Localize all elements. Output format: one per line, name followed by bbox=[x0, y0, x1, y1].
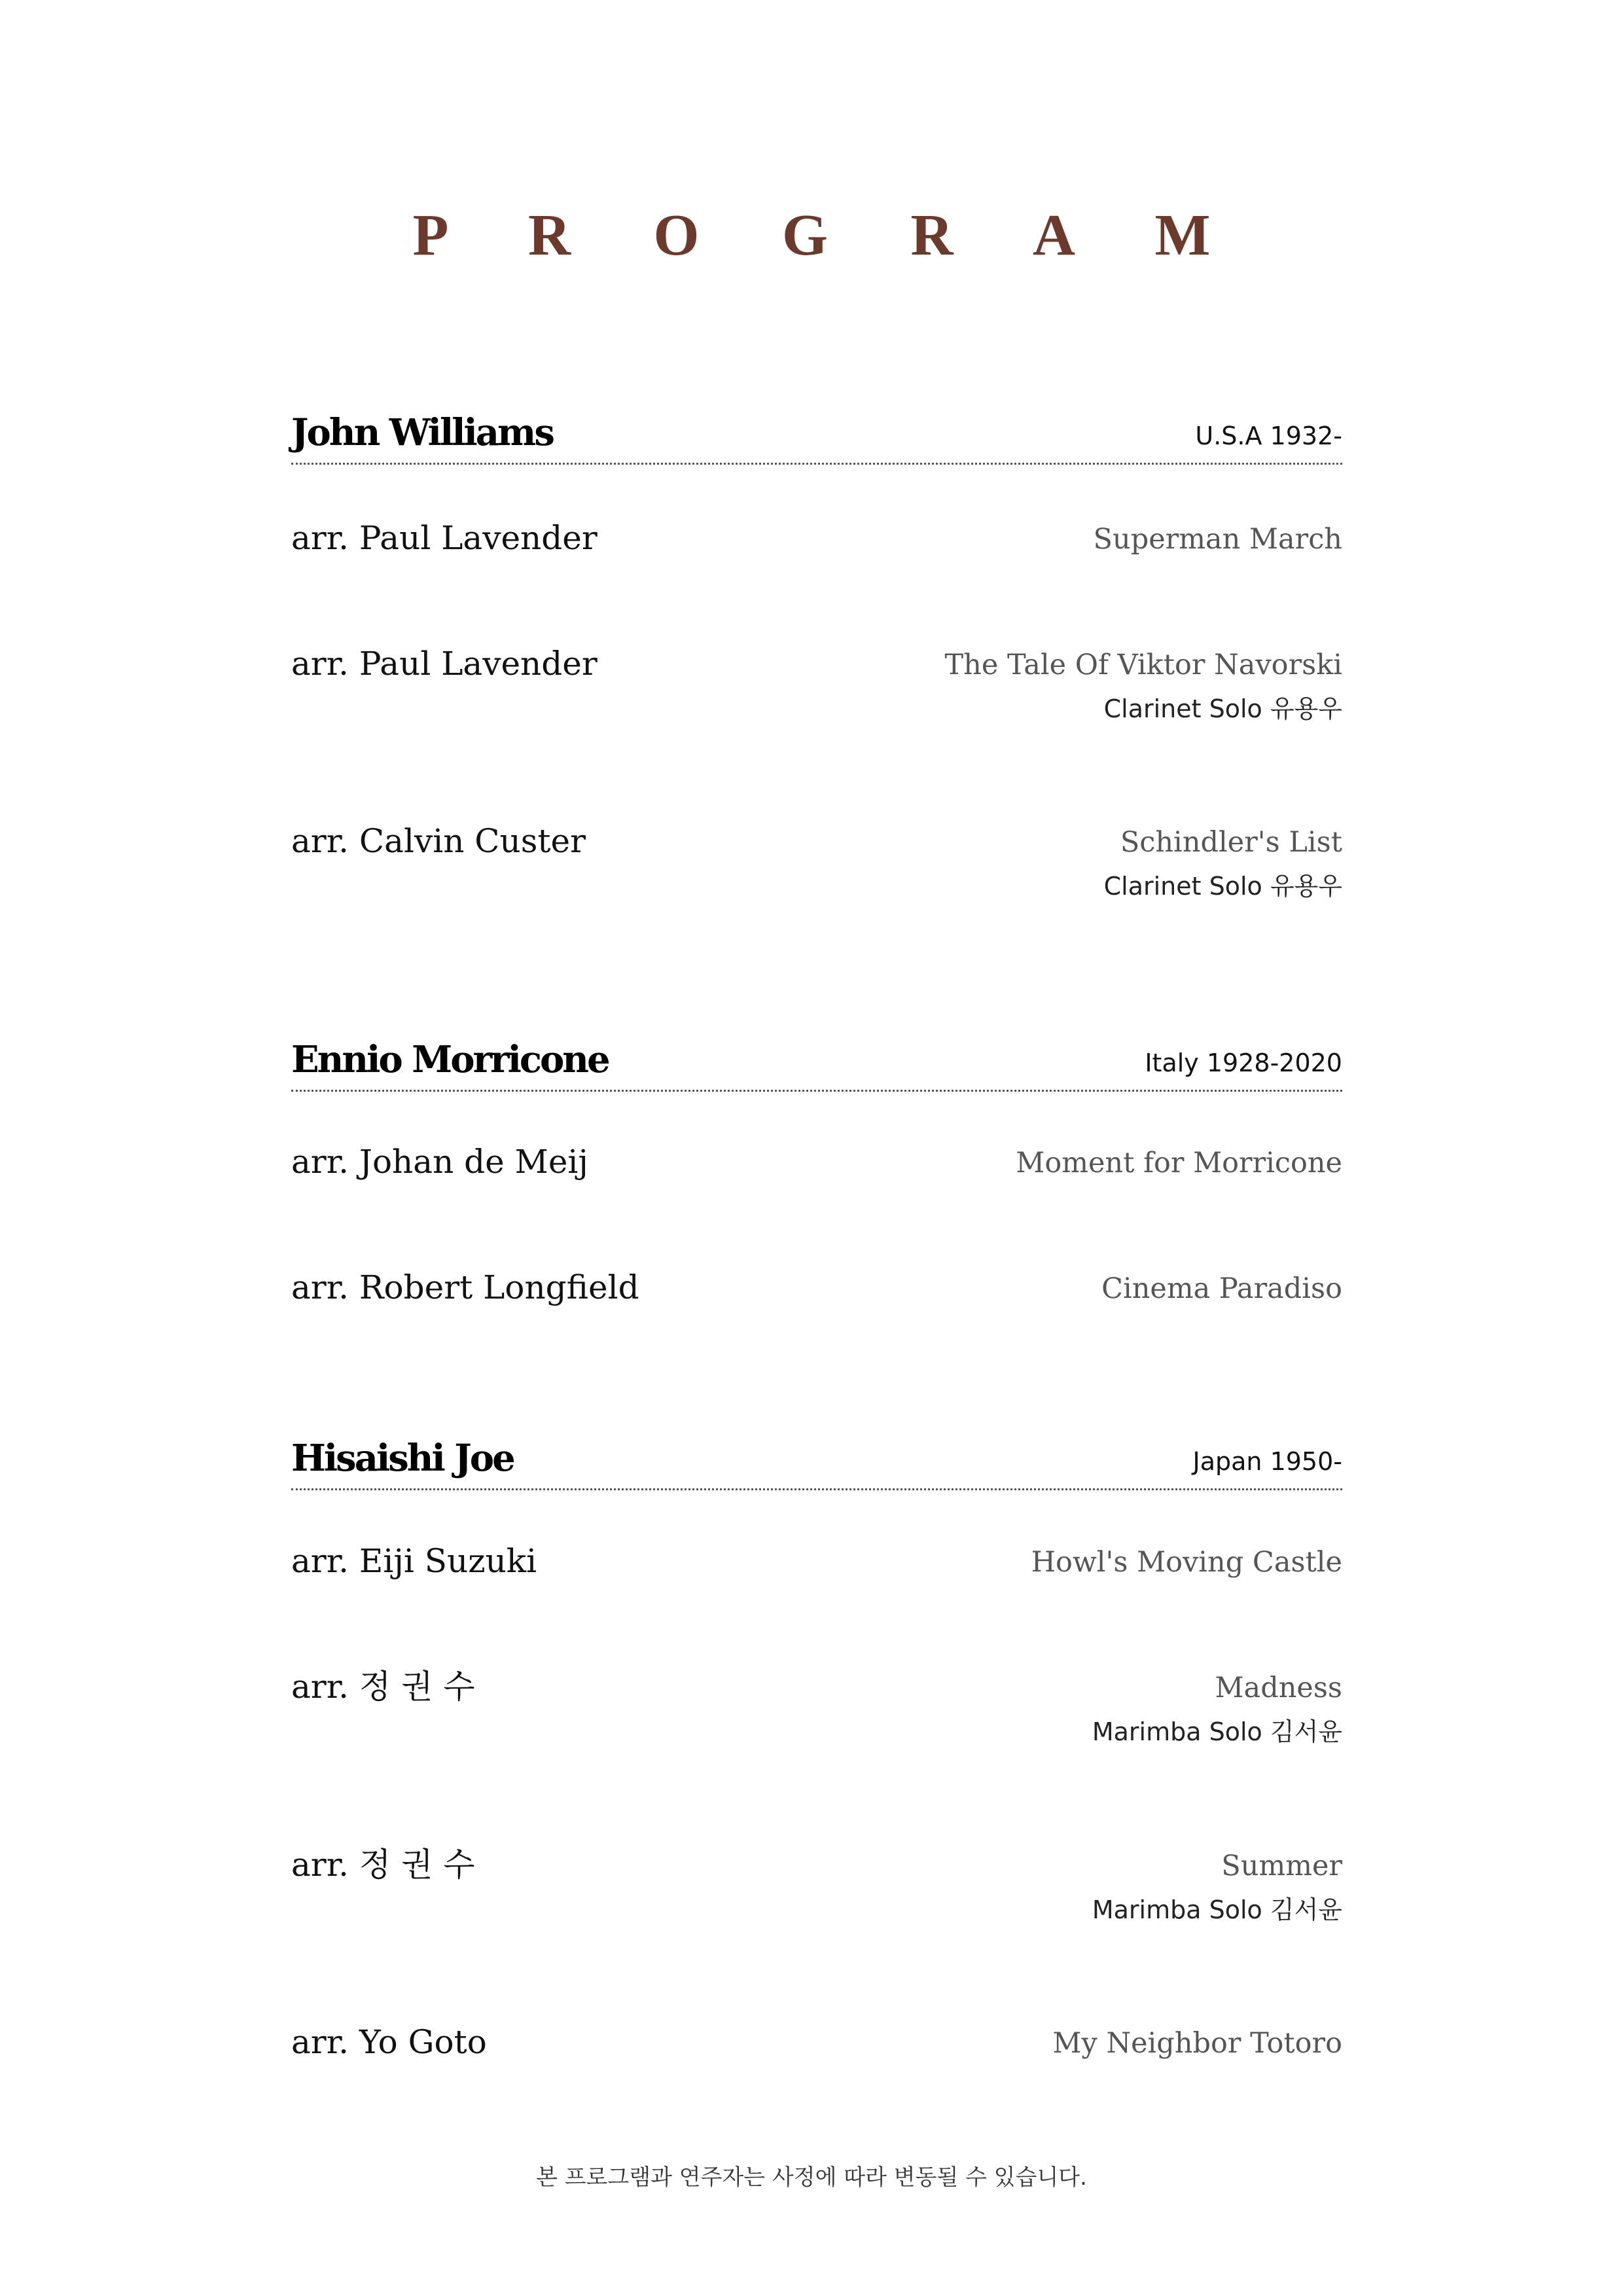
soloist: Marimba Solo 김서윤 bbox=[1092, 1717, 1342, 1746]
work-title: Schindler's List bbox=[1120, 826, 1342, 859]
work-title: Madness bbox=[1215, 1672, 1342, 1704]
work-title: My Neighbor Totoro bbox=[1052, 2027, 1342, 2060]
work-title: Howl's Moving Castle bbox=[1031, 1546, 1342, 1579]
dotted-divider bbox=[291, 1488, 1342, 1490]
arranger: arr. Robert Longfield bbox=[291, 1268, 639, 1306]
page-title: P R O G R A M bbox=[412, 203, 1245, 268]
work-title: Summer bbox=[1221, 1850, 1342, 1882]
composer-origin: Italy 1928-2020 bbox=[1145, 1049, 1342, 1077]
arranger: arr. Paul Lavender bbox=[291, 645, 597, 683]
soloist: Marimba Solo 김서윤 bbox=[1092, 1895, 1342, 1924]
work-title: Cinema Paradiso bbox=[1101, 1272, 1342, 1305]
composer-header bbox=[291, 1033, 1342, 1092]
work-title: Superman March bbox=[1093, 523, 1342, 556]
footnote: 본 프로그램과 연주자는 사정에 따라 변동될 수 있습니다. bbox=[536, 2164, 1087, 2191]
composer-origin: Japan 1950- bbox=[1192, 1447, 1342, 1476]
soloist: Clarinet Solo 유용우 bbox=[1103, 694, 1342, 723]
soloist: Clarinet Solo 유용우 bbox=[1103, 872, 1342, 901]
composer-name: Hisaishi Joe bbox=[291, 1437, 514, 1480]
composer-name: John Williams bbox=[291, 411, 553, 454]
composer-name: Ennio Morricone bbox=[291, 1038, 609, 1081]
arranger: arr. Eiji Suzuki bbox=[291, 1542, 537, 1580]
arranger: arr. Calvin Custer bbox=[291, 822, 586, 860]
arranger: arr. 정 권 수 bbox=[291, 1668, 475, 1706]
composer-header bbox=[291, 406, 1342, 465]
work-title: Moment for Morricone bbox=[1016, 1147, 1342, 1179]
arranger: arr. Paul Lavender bbox=[291, 519, 597, 557]
composer-header bbox=[291, 1431, 1342, 1490]
arranger: arr. 정 권 수 bbox=[291, 1846, 475, 1884]
arranger: arr. Johan de Meij bbox=[291, 1143, 588, 1181]
work-title: The Tale Of Viktor Navorski bbox=[944, 649, 1342, 681]
composer-origin: U.S.A 1932- bbox=[1195, 422, 1342, 450]
dotted-divider bbox=[291, 1090, 1342, 1092]
arranger: arr. Yo Goto bbox=[291, 2023, 487, 2061]
dotted-divider bbox=[291, 463, 1342, 465]
